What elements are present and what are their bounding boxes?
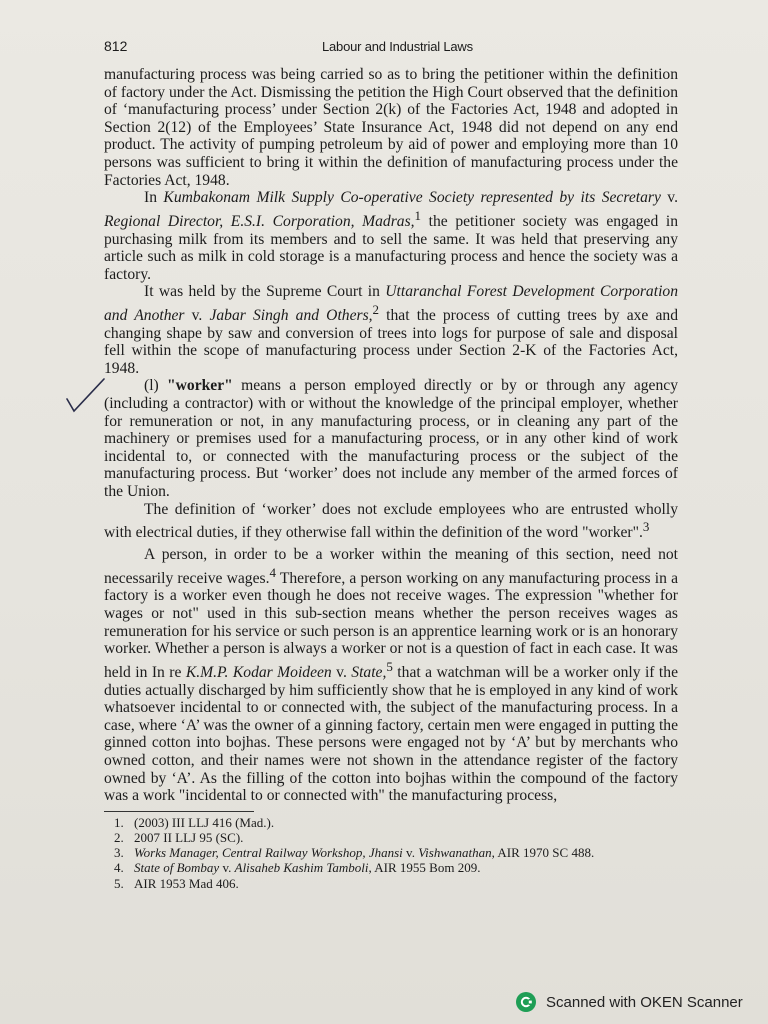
running-title: Labour and Industrial Laws [322,39,473,54]
scanner-watermark [516,992,743,1012]
footnotes [104,815,678,891]
handwritten-check-mark-icon [64,377,110,421]
footnote-3: 3. Works Manager, Central Railway Workshop, Jhansi v. Vishwanathan, AIR 1970 SC 488. [114,845,595,861]
footnote-ref-5: 5 [386,658,393,674]
case-name: K.M.P. Kodar Moideen [185,663,332,681]
footnote-ref-3: 3 [642,519,650,535]
footnote-ref-4: 4 [269,564,276,580]
footnote-ref-2: 2 [372,301,380,317]
case-name: Kumbakonam Milk Supply Co-operative Society represented by its Secretary [163,189,661,207]
footnote-divider [104,811,254,812]
paragraph-1: manufacturing process was being carried so as to bring the petitioner within the definition of factory under the Act. Dismissing the petition the High Court observed that the definition of ‘manufacturing process’ under Section 2(k) of the Factories Act, 1948 and adopted in Section 2(12) of the Employees’ State Insurance Act, 1948 did not depend on any end product. The activity of pumping petroleum by aid of power and employing more than 10 persons was sufficient to bring it within the definition of manufacturing process under the Factories Act, 1948. [104,66,678,189]
paragraph-worker-definition: (l) "worker" means a person employed directly or by or through any agency (including a contractor) with or without the knowledge of the principal employer, whether for remuneration or not, in any manufacturing process, or in cleaning any part of the machinery or premises used for a manufacturing process, or in any other kind of work incidental to, or connected with the manufacturing process or the subject of the manufacturing process. But ‘worker’ does not include any member of the armed forces of the Union. [104,377,678,501]
page-number: 812 [104,38,128,54]
page-content [104,28,678,891]
footnote-ref-1: 1 [414,207,422,223]
paragraph-5: The definition of ‘worker’ does not exclude employees who are entrusted wholly with electrical duties, if they otherwise fall within the definition of the word "worker".$^3$ [104,500,678,542]
paragraph-2: In Kumbakonam Milk Supply Co-operative Society represented by its Secretary v. Regional Director, E.S.I. Corporation, Madras,$^1$ the petitioner society was engaged in purchasing milk from its members and to sell the same. It was held that preserving any article such as milk in cold storage is a manufacturing process and hence the society was a factory. [104,189,679,283]
case-name: Uttaranchal Forest Development Corporation and Another [104,283,678,325]
footnote-2: 2. 2007 II LLJ 95 (SC). [114,829,244,845]
page-header [104,28,678,54]
worker-definition-block [104,377,678,500]
case-party: Regional Director, E.S.I. Corporation, Madras, [104,212,415,230]
paragraph-6: A person, in order to be a worker within the meaning of this section, need not necessarily receive wages.$^4$ Therefore, a person working on any manufacturing process in a factory is a worker even though he does not receive wages. The expression "whether for wages or not" used in this sub-section means whether the person receives wages as remuneration for his service or such person is an apprentice learning work or is an honorary worker. Whether a person is always a worker or not is a question of fact in each case. It was held in In re K.M.P. Kodar Moideen v. State,$^5$ that a watchman will be a worker only if the duties actually discharged by him sufficiently show that he is employed in any kind of work whatsoever incidental to or connected with, the subject of the manufacturing process. In a case, where ‘A’ was the owner of a ginning factory, certain men were engaged in putting the ginned cotton into bojhas. These persons were engaged not by ‘A’ but by merchants who owned cotton, and their names were not shown in the attendance register of the factory owned by ‘A’. As the filling of the cotton into bojhas within the compound of the factory was a work "incidental to or connected with" the manufacturing process, [104,546,678,805]
case-party: Jabar Singh and Others, [209,307,373,325]
scanner-label: Scanned with OKEN Scanner [546,993,743,1011]
case-party: State, [351,663,387,681]
footnote-1: 1. (2003) III LLJ 416 (Mad.). [114,814,275,830]
footnote-4: 4. State of Bombay v. Alisaheb Kashim Tamboli, AIR 1955 Bom 209. [114,860,481,876]
paragraph-3: It was held by the Supreme Court in Uttaranchal Forest Development Corporation and Another v. Jabar Singh and Others,$^2$ that the process of cutting trees by axe and changing shape by saw and conversion of trees into logs for purpose of sale and disposal fell within the scope of manufacturing process under Section 2-K of the Factories Act, 1948. [104,283,678,377]
oken-scanner-logo-icon [516,992,536,1012]
defined-term: "worker" [167,377,233,395]
footnote-5: 5. AIR 1953 Mad 406. [114,875,239,891]
